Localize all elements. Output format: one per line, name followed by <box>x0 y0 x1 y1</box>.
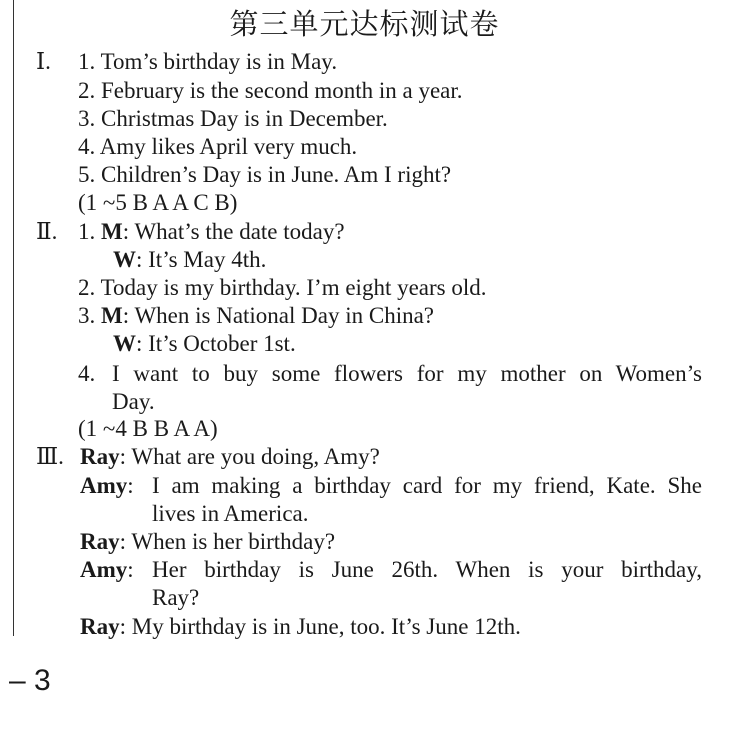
dialogue-text: What’s the date today? <box>134 219 345 244</box>
item-number: 3. <box>78 303 96 328</box>
dialogue-text: What are you doing, Amy? <box>131 444 380 469</box>
answer-key-1: (1 ~5 B A A C B) <box>78 190 238 215</box>
speaker-label: Amy: <box>80 473 134 498</box>
dialogue-line <box>80 443 380 471</box>
dialogue-text-continued: lives in America. <box>152 501 309 526</box>
item-text: Amy likes April very much. <box>99 134 358 159</box>
item-text: Children’s Day is in June. Am I right? <box>101 162 452 187</box>
speaker-label: M <box>101 303 123 328</box>
item-number: 1. <box>78 219 96 244</box>
answer-key-2: (1 ~4 B B A A) <box>78 416 218 441</box>
list-item <box>78 161 451 189</box>
item-text-continued: Day. <box>112 389 155 414</box>
item-number: 3. <box>78 106 96 131</box>
dialogue-line <box>80 528 335 556</box>
colon: : <box>119 444 132 469</box>
colon: : <box>119 614 132 639</box>
dialogue-text: It’s May 4th. <box>148 247 267 272</box>
speaker-label: Ray <box>80 444 120 469</box>
section-numeral-1: Ⅰ. <box>36 49 51 74</box>
section-numeral-2: Ⅱ. <box>36 219 58 244</box>
colon: : <box>119 529 132 554</box>
dialogue-line: W: It’s May 4th. <box>113 247 267 272</box>
item-number: 5. <box>78 162 96 187</box>
speaker-label: Ray <box>80 529 120 554</box>
dialogue-line: 3. M: When is National Day in China? <box>78 303 435 328</box>
list-item <box>78 274 487 302</box>
dialogue-text: Her birthday is June 26th. When is your birthday, <box>152 557 702 582</box>
item-text: I want to buy some flowers for my mother on Women’s <box>112 361 702 386</box>
item-text: February is the second month in a year. <box>101 78 463 103</box>
item-number: 2. <box>78 78 96 103</box>
margin-rule <box>13 0 14 636</box>
speaker-label: W <box>113 331 136 356</box>
list-item <box>78 48 337 76</box>
dialogue-line: W: It’s October 1st. <box>113 331 296 356</box>
item-number: 4. <box>78 361 96 386</box>
speaker-label: M <box>101 219 123 244</box>
dialogue-text: My birthday is in June, too. It’s June 12th. <box>131 614 521 639</box>
speaker-label: Ray <box>80 614 120 639</box>
dialogue-text: When is her birthday? <box>131 529 336 554</box>
dialogue-text: I am making a birthday card for my friend, Kate. She <box>152 473 702 498</box>
item-number: 4. <box>78 134 96 159</box>
item-number: 1. <box>78 49 96 74</box>
section-numeral-3: Ⅲ. <box>36 444 64 469</box>
list-item <box>78 105 388 133</box>
page-title: 第三单元达标测试卷 <box>229 7 500 41</box>
list-item <box>78 133 357 161</box>
item-text: Tom’s birthday is in May. <box>100 49 338 74</box>
dialogue-line <box>80 613 521 641</box>
dialogue-text: It’s October 1st. <box>148 331 296 356</box>
item-number: 2. <box>78 275 96 300</box>
list-item <box>78 77 463 105</box>
dialogue-text-continued: Ray? <box>152 585 200 610</box>
item-text: Christmas Day is in December. <box>101 106 388 131</box>
speaker-label: Amy: <box>80 557 134 582</box>
speaker-label: W <box>113 247 136 272</box>
dialogue-line: 1. M: What’s the date today? <box>78 219 345 244</box>
dialogue-text: When is National Day in China? <box>134 303 435 328</box>
item-text: Today is my birthday. I’m eight years old. <box>100 275 487 300</box>
page-number: – 3 <box>9 664 51 697</box>
